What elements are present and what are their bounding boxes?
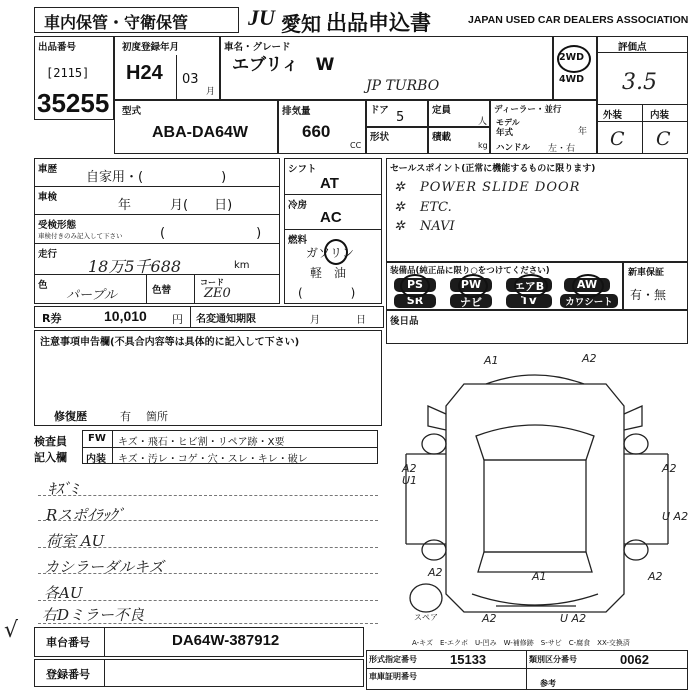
margin-check-mark: √ — [4, 618, 19, 643]
shape-label: 形状 — [370, 132, 390, 143]
divider — [284, 194, 382, 195]
note-line — [38, 495, 378, 496]
damage-mark-9: U A2 — [662, 510, 688, 523]
score-int-label: 内装 — [650, 110, 670, 121]
form-code-label: 形式指定番号 — [369, 655, 417, 664]
diagram-right-mirror — [624, 406, 642, 430]
ac-value: AC — [320, 209, 342, 226]
handwritten-note-2: Rスポｲﾗｯｸﾞ — [46, 506, 125, 524]
form-code-value: 15133 — [450, 652, 487, 667]
lot-label: 出品番号 — [38, 42, 77, 53]
dealer-label: ディーラー・並行 — [494, 105, 562, 115]
acceptance-label: 受検形態 — [38, 220, 77, 231]
inspector-fw-items: キズ・飛石・ヒビ割・リペア跡・X要 — [118, 437, 285, 448]
color-change-label: 色替 — [152, 285, 172, 296]
reg-number-label: 登録番号 — [46, 668, 90, 681]
equip-airbag-circle — [514, 274, 548, 298]
seats-label: 定員 — [432, 105, 452, 116]
score-value: 3.5 — [622, 70, 657, 95]
association-name: JAPAN USED CAR DEALERS ASSOCIATION — [468, 14, 689, 26]
diagram-left-mirror — [428, 406, 446, 430]
load-unit: kg — [478, 141, 488, 150]
divider — [112, 430, 113, 464]
damage-mark-5: A2 — [402, 462, 417, 475]
mileage-value: 18万5千688 — [88, 257, 182, 276]
car-damage-diagram — [386, 344, 688, 634]
inspector-int-label: 内装 — [86, 454, 106, 465]
handle-options: 左・右 — [548, 144, 576, 154]
selling-point-3-mark: ✲ — [394, 219, 405, 234]
damage-mark-2: A2 — [582, 352, 597, 365]
handle-label: ハンドル — [496, 143, 531, 153]
inspector-label-2: 記入欄 — [34, 451, 67, 464]
equip-aw: AW — [564, 278, 610, 292]
brand-logo: JU — [248, 5, 275, 30]
displacement-unit: CC — [350, 141, 362, 150]
equip-aw-circle — [572, 274, 604, 298]
equip-airbag: エアB — [506, 278, 552, 292]
chassis-label: 車台番号 — [46, 636, 90, 649]
handwritten-note-6: 右Dミラー不良 — [42, 606, 145, 624]
divider — [194, 274, 195, 304]
diagram-hood — [486, 375, 584, 384]
divider — [146, 274, 147, 304]
inspection-value: 年 月( 日) — [118, 198, 233, 213]
diagram-rear-bumper — [472, 594, 598, 605]
chassis-value: DA64W-387912 — [172, 632, 280, 649]
lot-small-number: [2115] — [46, 66, 90, 80]
color-label: 色 — [38, 280, 48, 291]
score-label: 評価点 — [618, 42, 647, 53]
damage-mark-10: A2 — [482, 612, 497, 625]
diagram-wheel-rr — [624, 540, 648, 560]
note-line — [38, 600, 378, 601]
usage-label: 車歴 — [38, 164, 58, 175]
handwritten-note-5: 各AU — [44, 584, 83, 602]
divider — [190, 306, 191, 328]
inspector-label-1: 検査員 — [34, 435, 67, 448]
doors-value: 5 — [396, 110, 405, 125]
equip-navi: ナビ — [450, 294, 492, 308]
divider — [642, 104, 643, 154]
divider — [597, 52, 688, 53]
equip-pw: PW — [450, 278, 492, 292]
divider — [104, 627, 105, 657]
selling-point-2: ETC. — [420, 200, 452, 215]
score-int: C — [656, 128, 671, 150]
damage-mark-6: A1 — [532, 570, 547, 583]
notice-day: 日 — [356, 315, 366, 326]
equip-tv: TV — [506, 294, 552, 308]
recycle-label: R券 — [42, 312, 62, 325]
mileage-unit: km — [234, 260, 250, 271]
displacement-value: 660 — [302, 122, 331, 141]
divider — [34, 274, 280, 275]
inspection-label: 車検 — [38, 192, 58, 203]
seats-unit: 人 — [478, 117, 488, 127]
model-year-unit: 年 — [578, 127, 588, 137]
fuel-selected-circle — [324, 239, 348, 265]
storage-tag: 車内保管・守衛保管 — [44, 13, 189, 32]
damage-mark-1: A1 — [484, 354, 499, 367]
fuel-diesel: 軽 油 — [310, 266, 347, 280]
equip-sr: SR — [394, 294, 436, 308]
diagram-spare-tire — [410, 584, 442, 612]
displacement-label: 排気量 — [282, 106, 311, 117]
equip-seat: カワシート — [560, 294, 618, 308]
diagram-windshield — [476, 425, 594, 460]
fuel-label: 燃料 — [288, 235, 308, 246]
equip-pw-circle — [458, 274, 488, 298]
repair-value: 有 — [120, 410, 131, 423]
selling-point-3: NAVI — [420, 219, 455, 234]
notice-label: 名変通知期限 — [196, 314, 256, 325]
shift-label: シフト — [288, 164, 317, 175]
notice-month: 月 — [310, 315, 320, 326]
new-car-options: 有・無 — [630, 288, 667, 302]
handwritten-note-3: 荷室 AU — [46, 532, 105, 550]
handwritten-note-4: カシラーダルキズ — [44, 558, 164, 576]
class-code-value: 0062 — [620, 652, 649, 667]
divider — [34, 186, 280, 187]
diagram-wheel-rl — [422, 540, 446, 560]
selling-point-1-mark: ✲ — [394, 180, 405, 195]
spare-label: スペア — [414, 613, 438, 622]
acceptance-note: 車検付きのみ記入して下さい — [38, 232, 123, 240]
car-name-label: 車名・グレード — [224, 42, 291, 53]
drive-2wd: 2WD — [559, 52, 584, 63]
inspector-fw-label: FW — [88, 433, 106, 444]
ac-label: 冷房 — [288, 200, 308, 211]
selling-point-2-mark: ✲ — [394, 200, 405, 215]
equip-ps: PS — [394, 278, 436, 292]
recycle-amount: 10,010 — [104, 308, 147, 324]
acceptance-value: ( ) — [160, 226, 262, 241]
divider — [104, 659, 105, 687]
score-ext-label: 外装 — [603, 110, 623, 121]
diagram-roof — [484, 460, 586, 552]
recycle-unit: 円 — [172, 313, 183, 326]
fuel-other: ( ) — [298, 286, 356, 300]
selling-point-1: POWER SLIDE DOOR — [420, 180, 581, 195]
lot-number: 35255 — [37, 88, 110, 118]
color-code-label: コード — [200, 278, 224, 287]
diagram-wheel-fl — [422, 434, 446, 454]
notes-label: 注意事項申告欄(不具合内容等は具体的に記入して下さい) — [40, 337, 300, 348]
class-code-label: 類別区分番号 — [529, 655, 577, 664]
divider — [34, 243, 280, 244]
new-car-label: 新車保証 — [628, 268, 665, 278]
load-label: 積載 — [432, 132, 452, 143]
repair-place: 箇所 — [146, 410, 168, 423]
doors-label: ドア — [370, 105, 389, 116]
selling-points-label: セールスポイント(正常に機能するものに限ります) — [390, 164, 596, 174]
model-year-label-2: 年式 — [496, 128, 514, 138]
usage-value: 自家用・( ) — [86, 170, 227, 185]
equipment-label: 装備品(純正品に限り○をつけてください) — [390, 266, 550, 276]
registration-month: 03 — [182, 72, 199, 87]
model-label: 型式 — [122, 106, 142, 117]
inspector-int-items: キズ・汚レ・コゲ・穴・スレ・キレ・破レ — [118, 454, 308, 465]
brand-name: 愛知 — [281, 12, 321, 36]
registration-month-unit: 月 — [206, 87, 216, 97]
damage-mark-7: A2 — [428, 566, 443, 579]
divider — [284, 229, 382, 230]
after-items-box — [386, 310, 688, 344]
divider — [366, 668, 688, 669]
divider — [34, 214, 280, 215]
damage-mark-4: U1 — [402, 474, 418, 487]
fuel-gasoline: ガソリン — [306, 246, 355, 260]
damage-mark-8: A2 — [648, 570, 663, 583]
score-ext: C — [610, 128, 625, 150]
model-value: ABA-DA64W — [152, 124, 248, 141]
model-year-label-1: モデル — [496, 118, 520, 127]
handwritten-note-1: ｷｽﾞﾐ — [48, 480, 79, 498]
damage-mark-11: U A2 — [560, 612, 587, 625]
mileage-label: 走行 — [38, 249, 58, 260]
shift-value: AT — [320, 175, 339, 192]
repair-label: 修復歴 — [54, 410, 87, 423]
divider — [526, 650, 527, 690]
damage-mark-3: A2 — [662, 462, 677, 475]
registration-label: 初度登録年月 — [122, 42, 180, 53]
drive-4wd: 4WD — [559, 74, 584, 85]
registration-era: H24 — [126, 62, 163, 84]
car-grade: JP TURBO — [366, 78, 440, 94]
garage-cert-label: 車庫証明番号 — [369, 672, 417, 681]
car-name: エブリィ W — [232, 55, 335, 75]
remark-label: 参考 — [540, 679, 556, 688]
divider — [176, 55, 177, 100]
diagram-wheel-fr — [624, 434, 648, 454]
damage-legend: A-キズ E-エクボ U-凹み W-補修跡 S-サビ C-腐食 XX-交換済 — [412, 639, 630, 647]
after-items-label: 後日品 — [390, 316, 419, 327]
drive-selected-circle — [557, 45, 591, 73]
form-title: 出品申込書 — [326, 11, 431, 35]
color-code: ZE0 — [204, 286, 231, 301]
equip-ps-circle — [400, 274, 430, 298]
diagram-rear-window — [478, 552, 592, 572]
color-value: パープル — [66, 288, 117, 303]
